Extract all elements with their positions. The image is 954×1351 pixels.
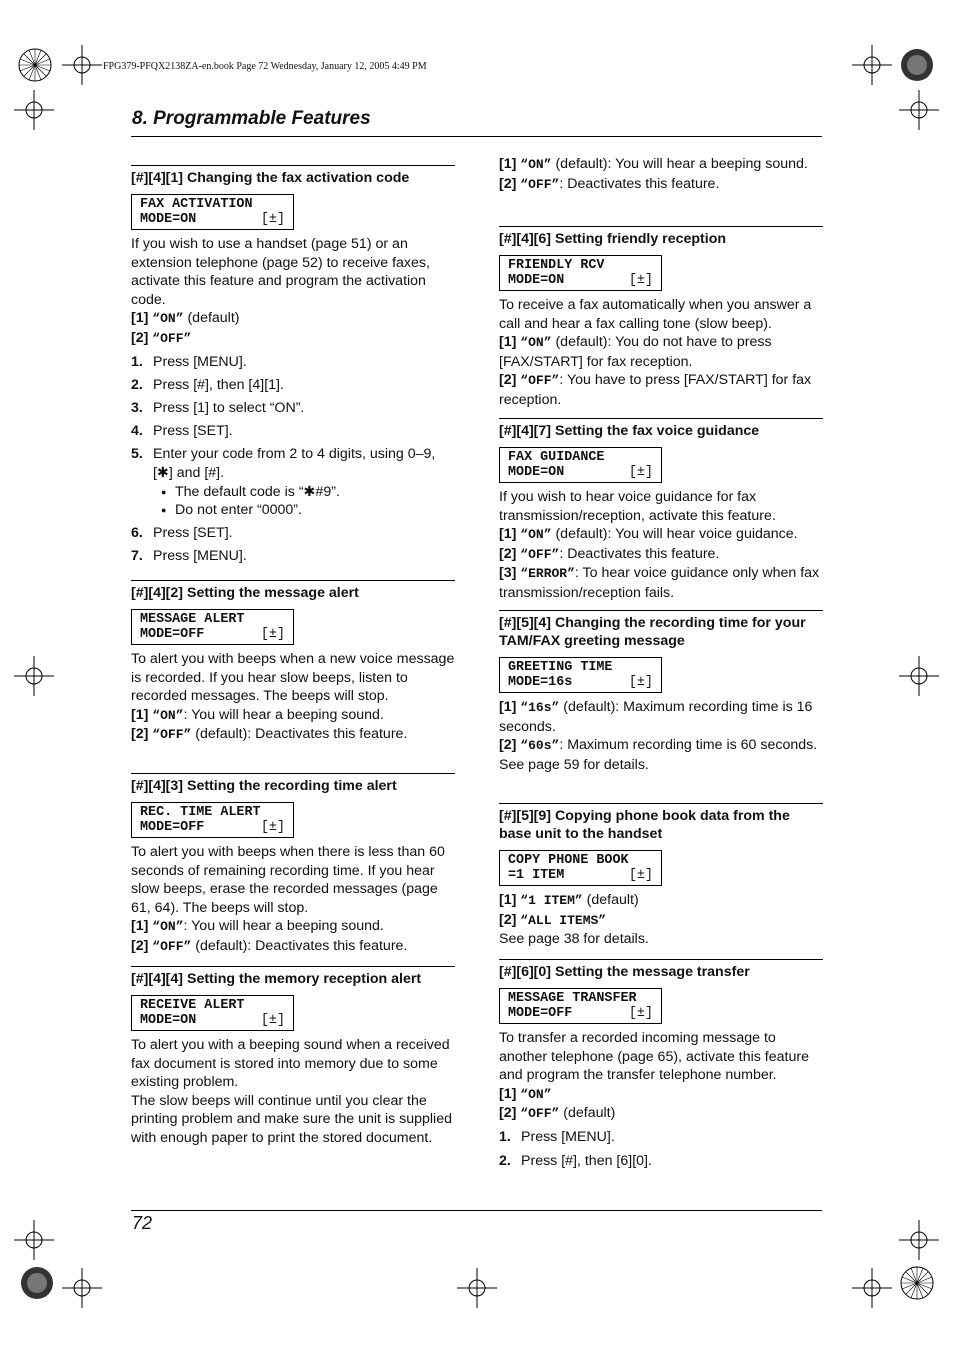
section-title: Setting the message transfer <box>554 964 750 980</box>
option-key: [2] <box>499 1105 517 1122</box>
key-sequence: [#][4][7] <box>499 423 552 439</box>
section-heading <box>131 966 455 988</box>
step-text: Press [MENU]. <box>153 354 247 371</box>
crosshair-mark-icon <box>62 45 102 85</box>
body-text: To transfer a recorded incoming message to another telephone (page 65), activate this feature and program the transfer telephone number. <box>499 1030 809 1084</box>
lcd-scroll-indicator: [±] <box>260 1013 285 1028</box>
option-description: : You will hear a beeping sound. <box>183 918 384 935</box>
option-value: “ON” <box>520 157 552 172</box>
key-sequence: [#][4][3] <box>131 778 184 794</box>
option-item <box>499 525 823 545</box>
option-key: [2] <box>499 911 517 928</box>
option-value: “ON” <box>520 335 552 351</box>
lcd-line-2 <box>508 1006 653 1021</box>
section-heading <box>499 959 823 981</box>
step-item <box>499 1152 823 1171</box>
option-value: “OFF” <box>520 373 560 389</box>
option-value: “60s” <box>520 738 560 754</box>
step-number: 1. <box>131 354 143 371</box>
header-rule <box>131 136 822 137</box>
step-text: Press [SET]. <box>153 525 233 542</box>
crosshair-mark-icon <box>899 656 939 696</box>
option-item <box>131 706 455 726</box>
lcd-display <box>499 850 662 886</box>
option-value: “ON” <box>152 919 184 935</box>
step-text: Press [#], then [6][0]. <box>521 1152 652 1169</box>
lcd-line-1: MESSAGE TRANSFER <box>508 991 637 1006</box>
option-item <box>499 891 823 911</box>
section <box>499 155 823 194</box>
option-key: [1] <box>499 334 517 351</box>
option-description: (default) <box>582 892 639 908</box>
see-page-note: See page 59 for details. <box>499 756 649 773</box>
lcd-line-1: COPY PHONE BOOK <box>508 853 629 868</box>
crosshair-mark-icon <box>14 656 54 696</box>
crosshair-mark-icon <box>62 1268 102 1308</box>
lcd-mode: MODE=OFF <box>508 1006 573 1021</box>
option-item <box>499 698 823 736</box>
option-key: [2] <box>131 329 149 346</box>
option-value: “1 ITEM” <box>520 893 583 908</box>
option-item <box>499 175 823 195</box>
option-value: “OFF” <box>152 330 192 346</box>
body-text: If you wish to use a handset (page 51) or an extension telephone (page 52) to receive faxes, activate this feature and program the activation code. <box>131 236 430 308</box>
option-description: : Maximum recording time is 60 seconds. <box>559 737 818 754</box>
step-item <box>131 547 455 566</box>
step-text: Press [#], then [4][1]. <box>153 377 284 394</box>
crosshair-mark-icon <box>852 45 892 85</box>
lcd-scroll-indicator: [±] <box>260 627 285 642</box>
lcd-line-1: GREETING TIME <box>508 660 613 675</box>
option-key: [2] <box>131 726 149 743</box>
step-item <box>131 445 455 519</box>
section-title: Setting the memory reception alert <box>186 971 422 987</box>
option-description: (default) <box>559 1105 616 1122</box>
step-text: Press [MENU]. <box>153 548 247 565</box>
steps-list <box>131 353 455 566</box>
lcd-line-1: REC. TIME ALERT <box>140 805 261 820</box>
lcd-display <box>499 255 662 291</box>
step-item <box>499 1128 823 1147</box>
option-description: (default): Maximum recording time is 16 seconds. <box>499 699 813 735</box>
page-number: 72 <box>132 1213 153 1233</box>
key-sequence: [#][4][1] <box>131 170 184 186</box>
key-sequence: [#][4][6] <box>499 231 552 247</box>
option-value: “OFF” <box>520 176 560 192</box>
lcd-mode: =1 ITEM <box>508 868 565 883</box>
step-number: 2. <box>499 1152 511 1169</box>
option-item <box>499 333 823 371</box>
option-description: (default): You do not have to press [FAX/START] for fax reception. <box>499 334 772 370</box>
print-header: FPG379-PFQX2138ZA-en.book Page 72 Wednesday, January 12, 2005 4:49 PM <box>103 61 427 72</box>
option-item <box>499 564 823 602</box>
section <box>499 610 823 774</box>
option-description: (default): Deactivates this feature. <box>191 937 408 954</box>
lcd-display <box>499 657 662 693</box>
key-sequence: [#][4][4] <box>131 971 184 987</box>
lcd-scroll-indicator: [±] <box>260 820 285 835</box>
section <box>499 959 823 1170</box>
section-title: Changing the recording time for your TAM/FAX greeting message <box>499 615 806 649</box>
option-item <box>131 329 455 349</box>
step-item <box>131 399 455 418</box>
option-value: “ERROR” <box>520 566 575 582</box>
section-heading <box>499 226 823 248</box>
lcd-mode: MODE=ON <box>140 212 197 227</box>
section <box>131 773 455 957</box>
option-value: “ALL ITEMS” <box>520 912 607 928</box>
option-key: [3] <box>499 565 517 582</box>
step-number: 4. <box>131 423 143 440</box>
option-key: [2] <box>499 175 517 192</box>
crosshair-mark-icon <box>852 1268 892 1308</box>
option-description: (default): You will hear voice guidance. <box>551 526 798 543</box>
option-description: : You will hear a beeping sound. <box>183 706 384 723</box>
option-key: [1] <box>131 310 149 327</box>
section-title: Setting the fax voice guidance <box>554 423 760 439</box>
lcd-mode: MODE=OFF <box>140 820 205 835</box>
crosshair-mark-icon <box>14 1220 54 1260</box>
body-text: The slow beeps will continue until you clear the printing problem and make sure the unit is supplied with enough paper to print the stored document. <box>131 1092 452 1146</box>
step-item <box>131 422 455 441</box>
option-description: (default) <box>183 310 240 327</box>
option-value: “OFF” <box>520 1106 560 1122</box>
body-text: To alert you with a beeping sound when a received fax document is stored into memory due to some existing problem. <box>131 1037 450 1091</box>
registration-mark-icon <box>15 45 55 85</box>
key-sequence: [#][5][9] <box>499 808 552 824</box>
lcd-line-2 <box>140 820 285 835</box>
crosshair-mark-icon <box>899 90 939 130</box>
option-item <box>499 371 823 409</box>
lcd-scroll-indicator: [±] <box>260 212 285 227</box>
steps-list <box>499 1128 823 1170</box>
option-value: “ON” <box>152 311 184 327</box>
lcd-display <box>131 194 294 230</box>
key-sequence: [#][6][0] <box>499 964 552 980</box>
section-heading <box>131 773 455 795</box>
option-item <box>499 1085 823 1105</box>
section-heading <box>131 580 455 602</box>
section-heading <box>131 165 455 187</box>
option-item <box>499 1104 823 1124</box>
section <box>499 418 823 603</box>
registration-mark-icon <box>17 1263 57 1303</box>
lcd-mode: MODE=16s <box>508 675 573 690</box>
lcd-scroll-indicator: [±] <box>628 675 653 690</box>
option-item <box>499 911 823 931</box>
lcd-display <box>499 447 662 483</box>
step-item <box>131 353 455 372</box>
lcd-line-2 <box>508 675 653 690</box>
option-key: [1] <box>131 918 149 935</box>
section-heading <box>499 803 823 843</box>
option-value: “OFF” <box>152 938 192 954</box>
step-text: Press [SET]. <box>153 423 233 440</box>
option-item <box>499 736 823 756</box>
step-item <box>131 524 455 543</box>
lcd-line-1: RECEIVE ALERT <box>140 998 245 1013</box>
key-sequence: [#][5][4] <box>499 615 552 631</box>
option-key: [1] <box>499 156 517 172</box>
step-number: 5. <box>131 446 143 463</box>
lcd-display <box>131 609 294 645</box>
section-heading <box>499 610 823 650</box>
option-value: “16s” <box>520 700 560 715</box>
crosshair-mark-icon <box>14 90 54 130</box>
body-text: To alert you with beeps when a new voice message is recorded. If you hear slow beeps, listen to recorded messages. The beeps will stop. <box>131 651 455 705</box>
option-key: [2] <box>131 937 149 954</box>
registration-mark-icon <box>897 1263 937 1303</box>
chapter-title: 8. Programmable Features <box>132 108 371 129</box>
step-item <box>131 376 455 395</box>
step-bullet: ● The default code is “✱#9”. <box>153 483 455 502</box>
option-key: [2] <box>499 545 517 562</box>
option-key: [2] <box>499 372 517 389</box>
body-text: To receive a fax automatically when you answer a call and hear a fax calling tone (slow beep). <box>499 297 812 332</box>
step-number: 2. <box>131 377 143 394</box>
option-key: [1] <box>499 526 517 543</box>
option-item <box>131 309 455 329</box>
lcd-line-2 <box>508 273 653 288</box>
option-description: (default): You will hear a beeping sound. <box>551 156 808 172</box>
lcd-mode: MODE=OFF <box>140 627 205 642</box>
step-text: Press [1] to select “ON”. <box>153 400 305 417</box>
option-item <box>131 917 455 937</box>
step-number: 6. <box>131 525 143 542</box>
option-value: “OFF” <box>520 546 560 562</box>
key-sequence: [#][4][2] <box>131 585 184 601</box>
option-key: [1] <box>499 892 517 908</box>
lcd-display <box>131 802 294 838</box>
step-bullet: ● Do not enter “0000”. <box>153 501 455 520</box>
option-description: : Deactivates this feature. <box>559 545 720 562</box>
body-text: If you wish to hear voice guidance for fax transmission/reception, activate this feature. <box>499 489 776 524</box>
crosshair-mark-icon <box>457 1268 497 1308</box>
lcd-mode: MODE=ON <box>508 465 565 480</box>
option-value: “ON” <box>520 1086 552 1102</box>
lcd-line-1: MESSAGE ALERT <box>140 612 245 627</box>
option-key: [1] <box>499 699 517 715</box>
lcd-line-2 <box>508 868 653 883</box>
registration-mark-icon <box>897 45 937 85</box>
crosshair-mark-icon <box>899 1220 939 1260</box>
lcd-line-2 <box>140 627 285 642</box>
section-title: Setting the recording time alert <box>186 778 397 794</box>
option-value: “OFF” <box>152 727 192 743</box>
section <box>131 580 455 745</box>
option-item <box>131 937 455 957</box>
lcd-line-1: FAX ACTIVATION <box>140 197 253 212</box>
option-key: [2] <box>499 737 517 754</box>
section <box>499 226 823 410</box>
section-title: Copying phone book data from the base unit to the handset <box>499 808 790 842</box>
lcd-scroll-indicator: [±] <box>628 868 653 883</box>
lcd-display <box>499 988 662 1024</box>
step-text: Enter your code from 2 to 4 digits, using 0–9, [✱] and [#]. <box>153 446 436 482</box>
footer-rule <box>131 1210 822 1211</box>
step-number: 7. <box>131 548 143 565</box>
step-number: 1. <box>499 1129 511 1146</box>
section <box>499 803 823 949</box>
lcd-line-1: FAX GUIDANCE <box>508 450 605 465</box>
option-key: [1] <box>131 706 149 723</box>
option-description: (default): Deactivates this feature. <box>191 726 408 743</box>
option-description: : Deactivates this feature. <box>559 175 720 192</box>
section <box>131 966 455 1148</box>
option-item <box>499 545 823 565</box>
option-description: : You have to press [FAX/START] for fax reception. <box>499 372 812 408</box>
lcd-line-1: FRIENDLY RCV <box>508 258 605 273</box>
option-item <box>499 155 823 175</box>
option-item <box>131 725 455 745</box>
lcd-mode: MODE=ON <box>140 1013 197 1028</box>
step-number: 3. <box>131 400 143 417</box>
option-value: “ON” <box>152 707 184 723</box>
lcd-scroll-indicator: [±] <box>628 465 653 480</box>
section <box>131 165 455 566</box>
lcd-mode: MODE=ON <box>508 273 565 288</box>
lcd-line-2 <box>508 465 653 480</box>
option-description: : To hear voice guidance only when fax transmission/reception fails. <box>499 565 820 601</box>
section-title: Setting friendly reception <box>554 231 727 247</box>
lcd-line-2 <box>140 1013 285 1028</box>
section-heading <box>499 418 823 440</box>
step-text: Press [MENU]. <box>521 1129 615 1146</box>
lcd-display <box>131 995 294 1031</box>
option-value: “ON” <box>520 527 552 543</box>
option-key: [1] <box>499 1085 517 1102</box>
section-title: Changing the fax activation code <box>186 170 410 186</box>
section-title: Setting the message alert <box>186 585 359 601</box>
lcd-line-2 <box>140 212 285 227</box>
see-page-note: See page 38 for details. <box>499 931 649 948</box>
lcd-scroll-indicator: [±] <box>628 1006 653 1021</box>
lcd-scroll-indicator: [±] <box>628 273 653 288</box>
body-text: To alert you with beeps when there is less than 60 seconds of remaining recording time. If you hear slow beeps, erase the recorded messages (page 61, 64). The beeps will stop. <box>131 844 445 916</box>
